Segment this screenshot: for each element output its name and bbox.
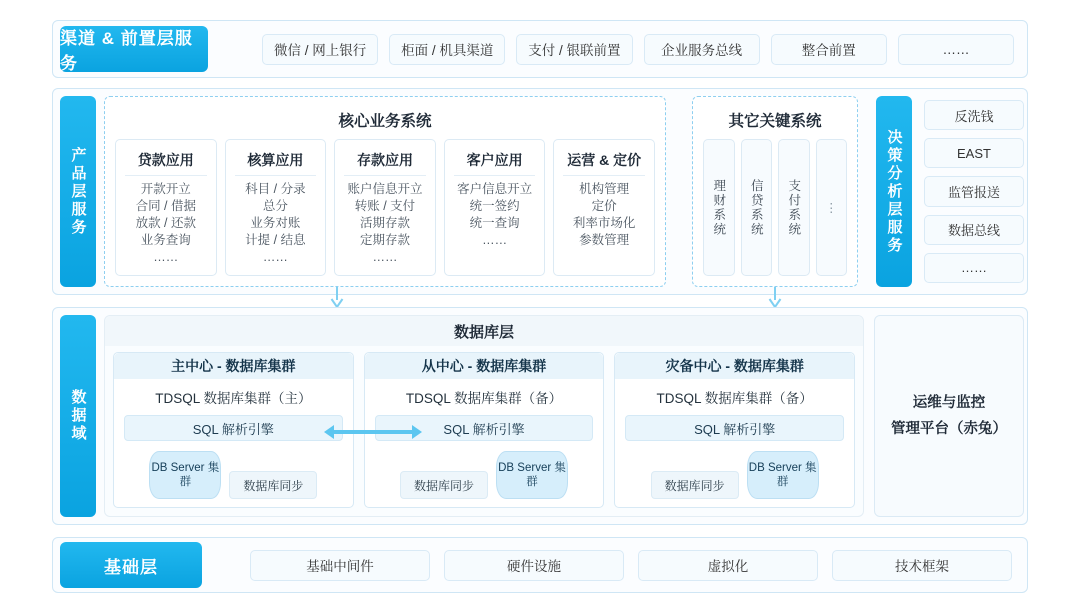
db-sync-box: 数据库同步 — [400, 471, 488, 499]
list-item[interactable]: 反洗钱 — [924, 100, 1024, 130]
core-column-item: 开款开立 — [140, 182, 191, 196]
decision-item-list — [924, 100, 1024, 283]
product-layer-label — [60, 96, 96, 287]
center-header: 灾备中心 - 数据库集群 — [615, 353, 854, 379]
divider — [235, 175, 317, 176]
core-column-item: 利率市场化 — [572, 216, 636, 230]
center-cluster-name: TDSQL 数据库集群（备） — [405, 391, 563, 407]
sql-engine-box: SQL 解析引擎 — [124, 415, 343, 441]
database-center-columns — [113, 352, 855, 508]
database-layer-box — [104, 315, 864, 517]
divider — [125, 175, 207, 176]
center-cluster-name: TDSQL 数据库集群（主） — [155, 391, 312, 407]
center-header: 从中心 - 数据库集群 — [365, 353, 604, 379]
sql-engine-box: SQL 解析引擎 — [375, 415, 594, 441]
core-column-header: 客户应用 — [466, 152, 523, 168]
core-column-item: 业务对账 — [250, 216, 301, 230]
core-column-item: …… — [262, 250, 288, 264]
core-column-item: 转账 / 支付 — [354, 199, 416, 213]
core-column-item: 定期存款 — [359, 233, 410, 247]
core-column-customer[interactable] — [444, 139, 546, 276]
list-item[interactable]: …… — [924, 253, 1024, 283]
product-layer-label-text: 产品层服务 — [69, 146, 87, 237]
core-column-item: 统一签约 — [469, 199, 520, 213]
ops-line-1: 运维与监控 — [912, 395, 986, 411]
core-column-item: 计提 / 结息 — [245, 233, 306, 247]
db-server-cluster-label: DB Server 集群 — [498, 462, 566, 488]
db-sync-box: 数据库同步 — [229, 471, 317, 499]
core-column-loan[interactable] — [115, 139, 217, 276]
list-item[interactable]: 企业服务总线 — [644, 34, 760, 65]
center-bottom-row — [625, 451, 844, 499]
other-column-label: 信贷系统 — [749, 178, 764, 237]
other-key-systems-title: 其它关键系统 — [728, 113, 822, 130]
db-server-cluster-label: DB Server 集群 — [151, 462, 220, 488]
divider — [454, 175, 536, 176]
infrastructure-item-list — [210, 537, 1028, 593]
list-item[interactable]: 支付 / 银联前置 — [516, 34, 632, 65]
divider — [563, 175, 645, 176]
arrow-down-icon — [768, 287, 782, 309]
db-server-cluster-icon — [747, 451, 819, 499]
arrow-down-icon — [330, 287, 344, 309]
db-sync-box: 数据库同步 — [651, 471, 739, 499]
core-column-item: 机构管理 — [579, 182, 630, 196]
core-column-header: 存款应用 — [356, 152, 413, 168]
core-column-header: 运营 & 定价 — [567, 152, 642, 168]
core-business-systems-columns — [115, 139, 655, 276]
core-column-item: 定价 — [591, 199, 617, 213]
core-column-item: …… — [482, 233, 508, 247]
other-column-label: 支付系统 — [786, 178, 801, 237]
list-item[interactable]: 硬件设施 — [444, 550, 624, 581]
channel-layer-label: 渠道 & 前置层服务 — [60, 26, 208, 72]
core-column-deposit[interactable] — [334, 139, 436, 276]
other-key-systems-box — [692, 96, 858, 287]
divider — [344, 175, 426, 176]
list-item[interactable]: EAST — [924, 138, 1024, 168]
other-column-label: 理财系统 — [711, 178, 726, 237]
decision-layer-label — [876, 96, 912, 287]
database-center-dr[interactable] — [614, 352, 855, 508]
core-column-item: 参数管理 — [579, 233, 630, 247]
core-column-item: 活期存款 — [359, 216, 410, 230]
core-business-systems-title: 核心业务系统 — [338, 113, 432, 130]
list-item[interactable]: 柜面 / 机具渠道 — [389, 34, 505, 65]
decision-layer-label-text: 决策分析层服务 — [885, 128, 903, 255]
db-server-cluster-icon — [149, 451, 221, 499]
ops-line-2: 管理平台（赤兔） — [891, 421, 1007, 437]
center-bottom-row — [375, 451, 594, 499]
list-item[interactable]: 技术框架 — [832, 550, 1012, 581]
channel-item-list — [216, 20, 1028, 78]
list-item[interactable]: 基础中间件 — [250, 550, 430, 581]
core-column-operation-pricing[interactable] — [553, 139, 655, 276]
center-bottom-row — [124, 451, 343, 499]
core-column-header: 贷款应用 — [137, 152, 194, 168]
core-column-item: …… — [153, 250, 179, 264]
core-column-item: 合同 / 借据 — [135, 199, 196, 213]
database-center-main[interactable] — [113, 352, 354, 508]
center-header: 主中心 - 数据库集群 — [114, 353, 353, 379]
infrastructure-layer-label: 基础层 — [60, 542, 202, 588]
list-item[interactable]: 微信 / 网上银行 — [262, 34, 378, 65]
core-column-item: 账户信息开立 — [347, 182, 423, 196]
core-business-systems-box — [104, 96, 666, 287]
bidirectional-arrow-icon — [322, 423, 424, 441]
sql-engine-box: SQL 解析引擎 — [625, 415, 844, 441]
core-column-item: 科目 / 分录 — [245, 182, 306, 196]
db-server-cluster-label: DB Server 集群 — [748, 462, 817, 488]
db-server-cluster-icon — [496, 451, 568, 499]
other-column-wealth[interactable] — [703, 139, 735, 276]
other-column-more[interactable] — [816, 139, 848, 276]
list-item[interactable]: …… — [898, 34, 1014, 65]
core-column-item: 放款 / 还款 — [135, 216, 196, 230]
vertical-ellipsis-icon: ⋮ — [825, 201, 838, 215]
list-item[interactable]: 数据总线 — [924, 215, 1024, 245]
core-column-item: 总分 — [262, 199, 288, 213]
list-item[interactable]: 监管报送 — [924, 176, 1024, 206]
data-domain-label — [60, 315, 96, 517]
center-cluster-name: TDSQL 数据库集群（备） — [656, 391, 813, 407]
list-item[interactable]: 整合前置 — [771, 34, 887, 65]
ops-monitoring-platform-box[interactable] — [874, 315, 1024, 517]
data-domain-label-text: 数据域 — [69, 389, 87, 443]
other-key-systems-columns — [703, 139, 847, 276]
core-column-header: 核算应用 — [247, 152, 304, 168]
core-column-item: 统一查询 — [469, 216, 520, 230]
other-column-credit[interactable] — [741, 139, 773, 276]
core-column-item: …… — [372, 250, 398, 264]
core-column-item: 业务查询 — [140, 233, 191, 247]
other-column-payment[interactable] — [778, 139, 810, 276]
database-layer-title: 数据库层 — [105, 316, 863, 346]
core-column-accounting[interactable] — [225, 139, 327, 276]
list-item[interactable]: 虚拟化 — [638, 550, 818, 581]
core-column-item: 客户信息开立 — [457, 182, 533, 196]
